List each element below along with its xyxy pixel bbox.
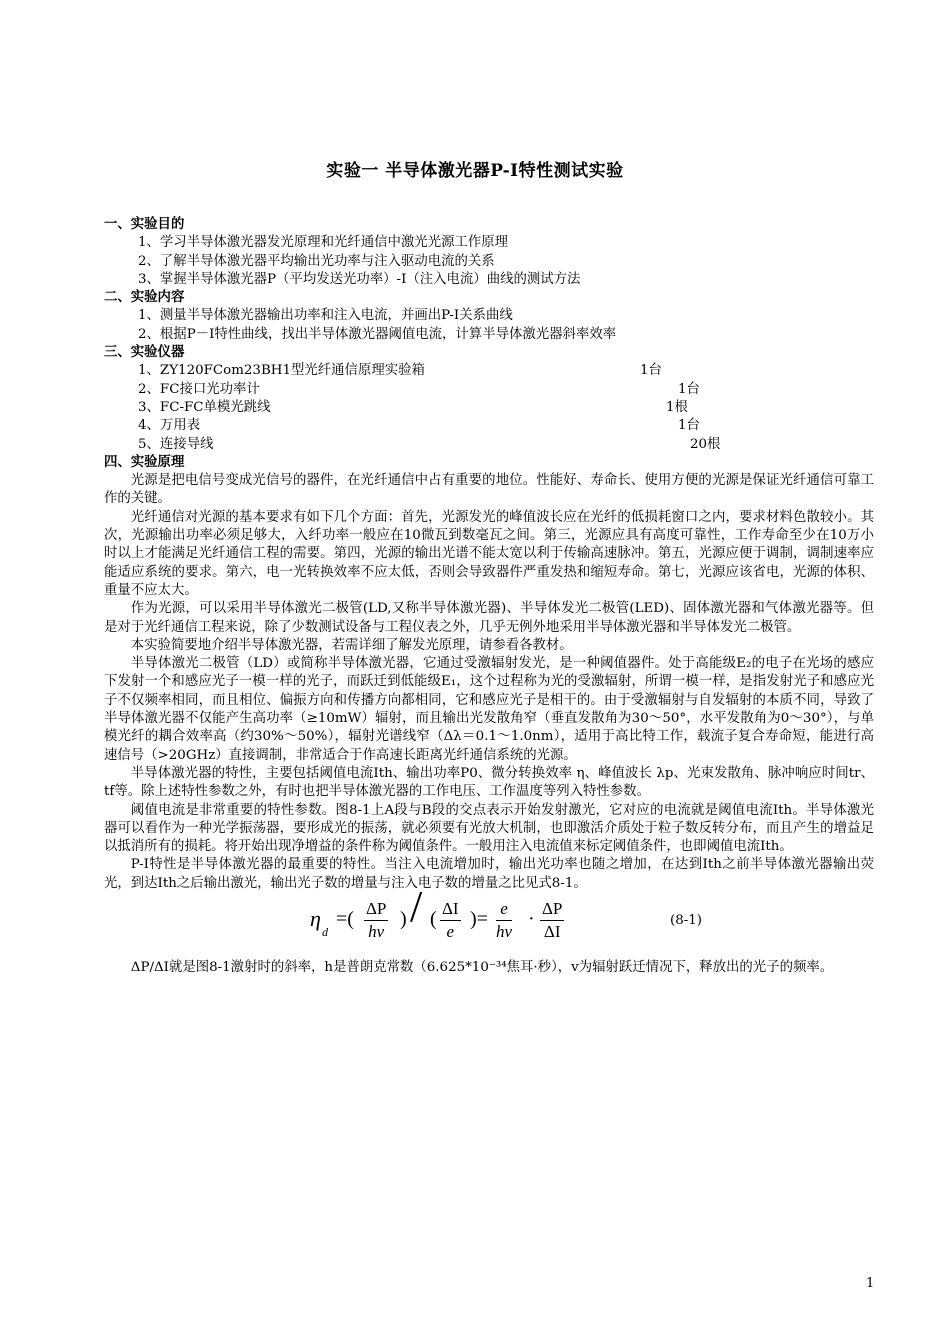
section-heading: 四、实验原理 bbox=[104, 454, 185, 470]
fraction-numerator: ΔP bbox=[540, 898, 564, 921]
equipment-name: 5、连接导线 bbox=[138, 436, 214, 452]
equipment-qty: 1根 bbox=[666, 399, 688, 415]
formula-paren: ( bbox=[430, 907, 437, 930]
list-item: 1、测量半导体激光器输出功率和注入电流，并画出P-I关系曲线 bbox=[138, 308, 513, 324]
paragraph: 本实验简要地介绍半导体激光器，若需详细了解发光原理，请参看各教材。 bbox=[130, 637, 573, 653]
formula-lhs: η bbox=[310, 905, 321, 931]
fraction bbox=[540, 898, 564, 943]
list-item: 3、掌握半导体激光器P（平均发送光功率）-I（注入电流）曲线的测试方法 bbox=[138, 271, 581, 287]
paragraph: ΔP/ΔI就是图8-1激射时的斜率，h是普朗克常数（6.625*10⁻³⁴焦耳·秒），v为辐射跃迁情况下，释放出的光子的频率。 bbox=[130, 959, 834, 975]
fraction-denominator: hν bbox=[496, 921, 513, 941]
fraction-numerator: ΔP bbox=[364, 898, 388, 921]
fraction-denominator: ΔI bbox=[543, 921, 561, 941]
equipment-name: 2、FC接口光功率计 bbox=[138, 381, 260, 397]
fraction-denominator: hν bbox=[368, 921, 385, 941]
equipment-row bbox=[104, 399, 874, 417]
equipment-row bbox=[104, 362, 874, 380]
paragraph: 光源是把电信号变成光信号的器件，在光纤通信中占有重要的地位。性能好、寿命长、使用方便的光源是保证光纤通信可靠工作的关键。 bbox=[104, 473, 874, 507]
equipment-qty: 1台 bbox=[640, 363, 662, 379]
fraction bbox=[496, 898, 512, 943]
page-number: 1 bbox=[866, 1276, 875, 1291]
paragraph: 半导体激光二极管（LD）或简称半导体激光器，它通过受激辐射发光，是一种阈值器件。处于高能级E₂的电子在光场的感应下发射一个和感应光子一模一样的光子，而跃迁到低能级E₁，这个过程称为光的受激辐射，所谓一模一样，是指发射光子和感应光子不仅频率相同，而且相位、偏振方向和传播方向都相同，它和感应光子是相干的。由于受激辐射与自发辐射的本质不同，导致了半导体激光器不仅能产生高功率（≥10mW）辐射，而且输出光发散角窄（垂直发散角为30～50°，水平发散角为0～30°），与单模光纤的耦合效率高（约30%～50%），辐射光谱线窄（Δλ＝0.1～1.0nm），适用于高比特工作，载流子复合寿命短，能进行高速信号（>20GHz）直接调制，非常适合于作高速长距离光纤通信系统的光源。 bbox=[104, 656, 874, 763]
section-heading: 三、实验仪器 bbox=[104, 345, 185, 361]
section-heading: 一、实验目的 bbox=[104, 217, 185, 232]
fraction bbox=[440, 898, 461, 943]
equipment-name: 1、ZY120FCom23BH1型光纤通信原理实验箱 bbox=[138, 363, 425, 379]
paragraph: 阈值电流是非常重要的特性参数。图8-1上A段与B段的交点表示开始发射激光，它对应的电流就是阈值电流Ith。半导体激光器可以看作为一种光学振荡器，要形成光的振荡，就必须要有光放大机制，也即激活介质处于粒子数反转分布，而且产生的增益足以抵消所有的损耗。将开始出现净增益的条件称为阈值条件。一般用注入电流值来标定阈值条件，也即阈值电流Ith。 bbox=[104, 802, 874, 855]
paragraph: 光纤通信对光源的基本要求有如下几个方面：首先，光源发光的峰值波长应在光纤的低损耗窗口之内，要求材料色散较小。其次，光源输出功率必须足够大，入纤功率一般应在10微瓦到数毫瓦之间。第三，光源应具有高度可靠性，工作寿命至少在10万小时以上才能满足光纤通信工程的需要。第四，光源的输出光谱不能太宽以利于传输高速脉冲。第五，光源应便于调制，调制速率应能适应系统的要求。第六，电一光转换效率不应太低，否则会导致器件严重发热和缩短寿命。第七，光源应该省电，光源的体积、重量不应太大。 bbox=[104, 509, 874, 598]
equation-number: (8-1) bbox=[670, 912, 703, 928]
formula-lhs-sub: d bbox=[322, 924, 328, 939]
equipment-row bbox=[104, 417, 874, 435]
equipment-qty: 1台 bbox=[678, 381, 700, 397]
formula-slash: / bbox=[410, 881, 423, 931]
page-title: 实验一 半导体激光器P-I特性测试实验 bbox=[326, 161, 624, 181]
formula-dot: · bbox=[528, 907, 535, 930]
equipment-qty: 20根 bbox=[690, 436, 721, 452]
equipment-qty: 1台 bbox=[678, 418, 700, 434]
paragraph: 作为光源，可以采用半导体激光二极管(LD,又称半导体激光器)、半导体发光二极管(LED)、固体激光器和气体激光器等。但是对于光纤通信工程来说，除了少数测试设备与工程仪表之外，几乎无例外地采用半导体激光器和半导体发光二极管。 bbox=[104, 601, 874, 635]
formula-eq: )= bbox=[470, 907, 488, 930]
formula-paren: ) bbox=[400, 907, 407, 930]
fraction-numerator: e bbox=[496, 898, 512, 921]
list-item: 1、学习半导体激光器发光原理和光纤通信中激光光源工作原理 bbox=[138, 235, 509, 251]
paragraph: P-I特性是半导体激光器的最重要的特性。当注入电流增加时，输出光功率也随之增加，在达到Ith之前半导体激光器输出荧光，到达Ith之后输出激光，输出光子数的增量与注入电子数的增量之比见式8-1。 bbox=[104, 857, 874, 891]
section-heading: 二、实验内容 bbox=[104, 290, 185, 306]
list-item: 2、根据P－I特性曲线，找出半导体激光器阈值电流，计算半导体激光器斜率效率 bbox=[138, 326, 617, 342]
fraction-denominator: e bbox=[446, 921, 455, 941]
equipment-name: 3、FC-FC单模光跳线 bbox=[138, 399, 271, 415]
document-body bbox=[104, 216, 874, 977]
equipment-row bbox=[104, 381, 874, 399]
fraction-numerator: ΔI bbox=[440, 898, 461, 921]
list-item: 2、了解半导体激光器平均输出光功率与注入驱动电流的关系 bbox=[138, 253, 495, 269]
formula-eq: =( bbox=[336, 907, 354, 930]
equation bbox=[104, 881, 874, 954]
fraction bbox=[364, 898, 388, 943]
equipment-name: 4、万用表 bbox=[138, 418, 201, 434]
paragraph: 半导体激光器的特性，主要包括阈值电流Ith、输出功率P0、微分转换效率 η、峰值波长 λp、光束发散角、脉冲响应时间tr、tf等。除上述特性参数之外，有时也把半导体激光器的工作电压、工作温度等列入特性参数。 bbox=[104, 765, 874, 800]
equipment-row bbox=[104, 436, 874, 454]
